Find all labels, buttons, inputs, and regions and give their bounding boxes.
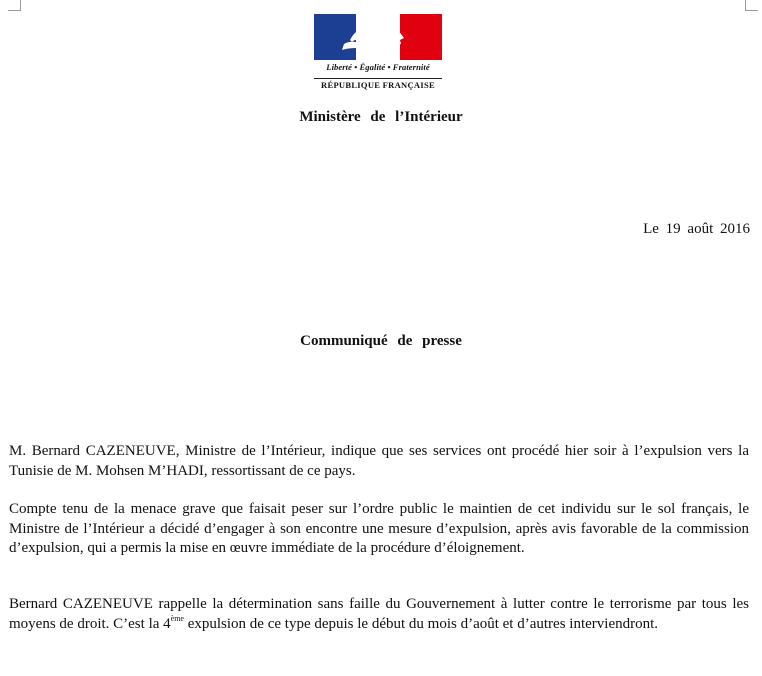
document-title: Communiqué de presse: [300, 333, 462, 349]
crop-mark-left: [8, 0, 21, 11]
ministry-heading: Ministère de l’Intérieur: [299, 109, 463, 125]
paragraph-1: M. Bernard CAZENEUVE, Ministre de l’Intérieur, indique que ses services ont procédé hier soir à l’expulsion vers la Tunisie de M. Mohsen M’HADI, ressortissant de ce pays.: [9, 443, 749, 479]
crop-mark-right: [745, 0, 758, 11]
paragraph-3-text-end: expulsion de ce type depuis le début du mois d’août et d’autres interviendront.: [183, 615, 659, 632]
logo-motto: Liberté • Égalité • Fraternité: [326, 62, 430, 72]
republique-francaise-logo: [314, 14, 442, 92]
document-date: Le 19 août 2016: [643, 221, 750, 237]
logo-republic-label: RÉPUBLIQUE FRANÇAISE: [314, 78, 442, 92]
marianne-profile-icon: [334, 14, 424, 60]
paragraph-3: [9, 595, 749, 634]
paragraph-3-text-start: Bernard CAZENEUVE rappelle la détermination sans faille du Gouvernement à lutter contre le terrorisme par tous les moyens de droit. C’est la 4: [9, 596, 749, 632]
ordinal-superscript: ème: [170, 613, 184, 623]
paragraph-2: Compte tenu de la menace grave que faisait peser sur l’ordre public le maintien de cet individu sur le sol français, le Ministre de l’Intérieur a décidé d’engager à son encontre une mesure d’expulsion, après avis favorable de la commission d’expulsion, qui a permis la mise en œuvre immédiate de la procédure d’éloignement.: [9, 501, 749, 556]
